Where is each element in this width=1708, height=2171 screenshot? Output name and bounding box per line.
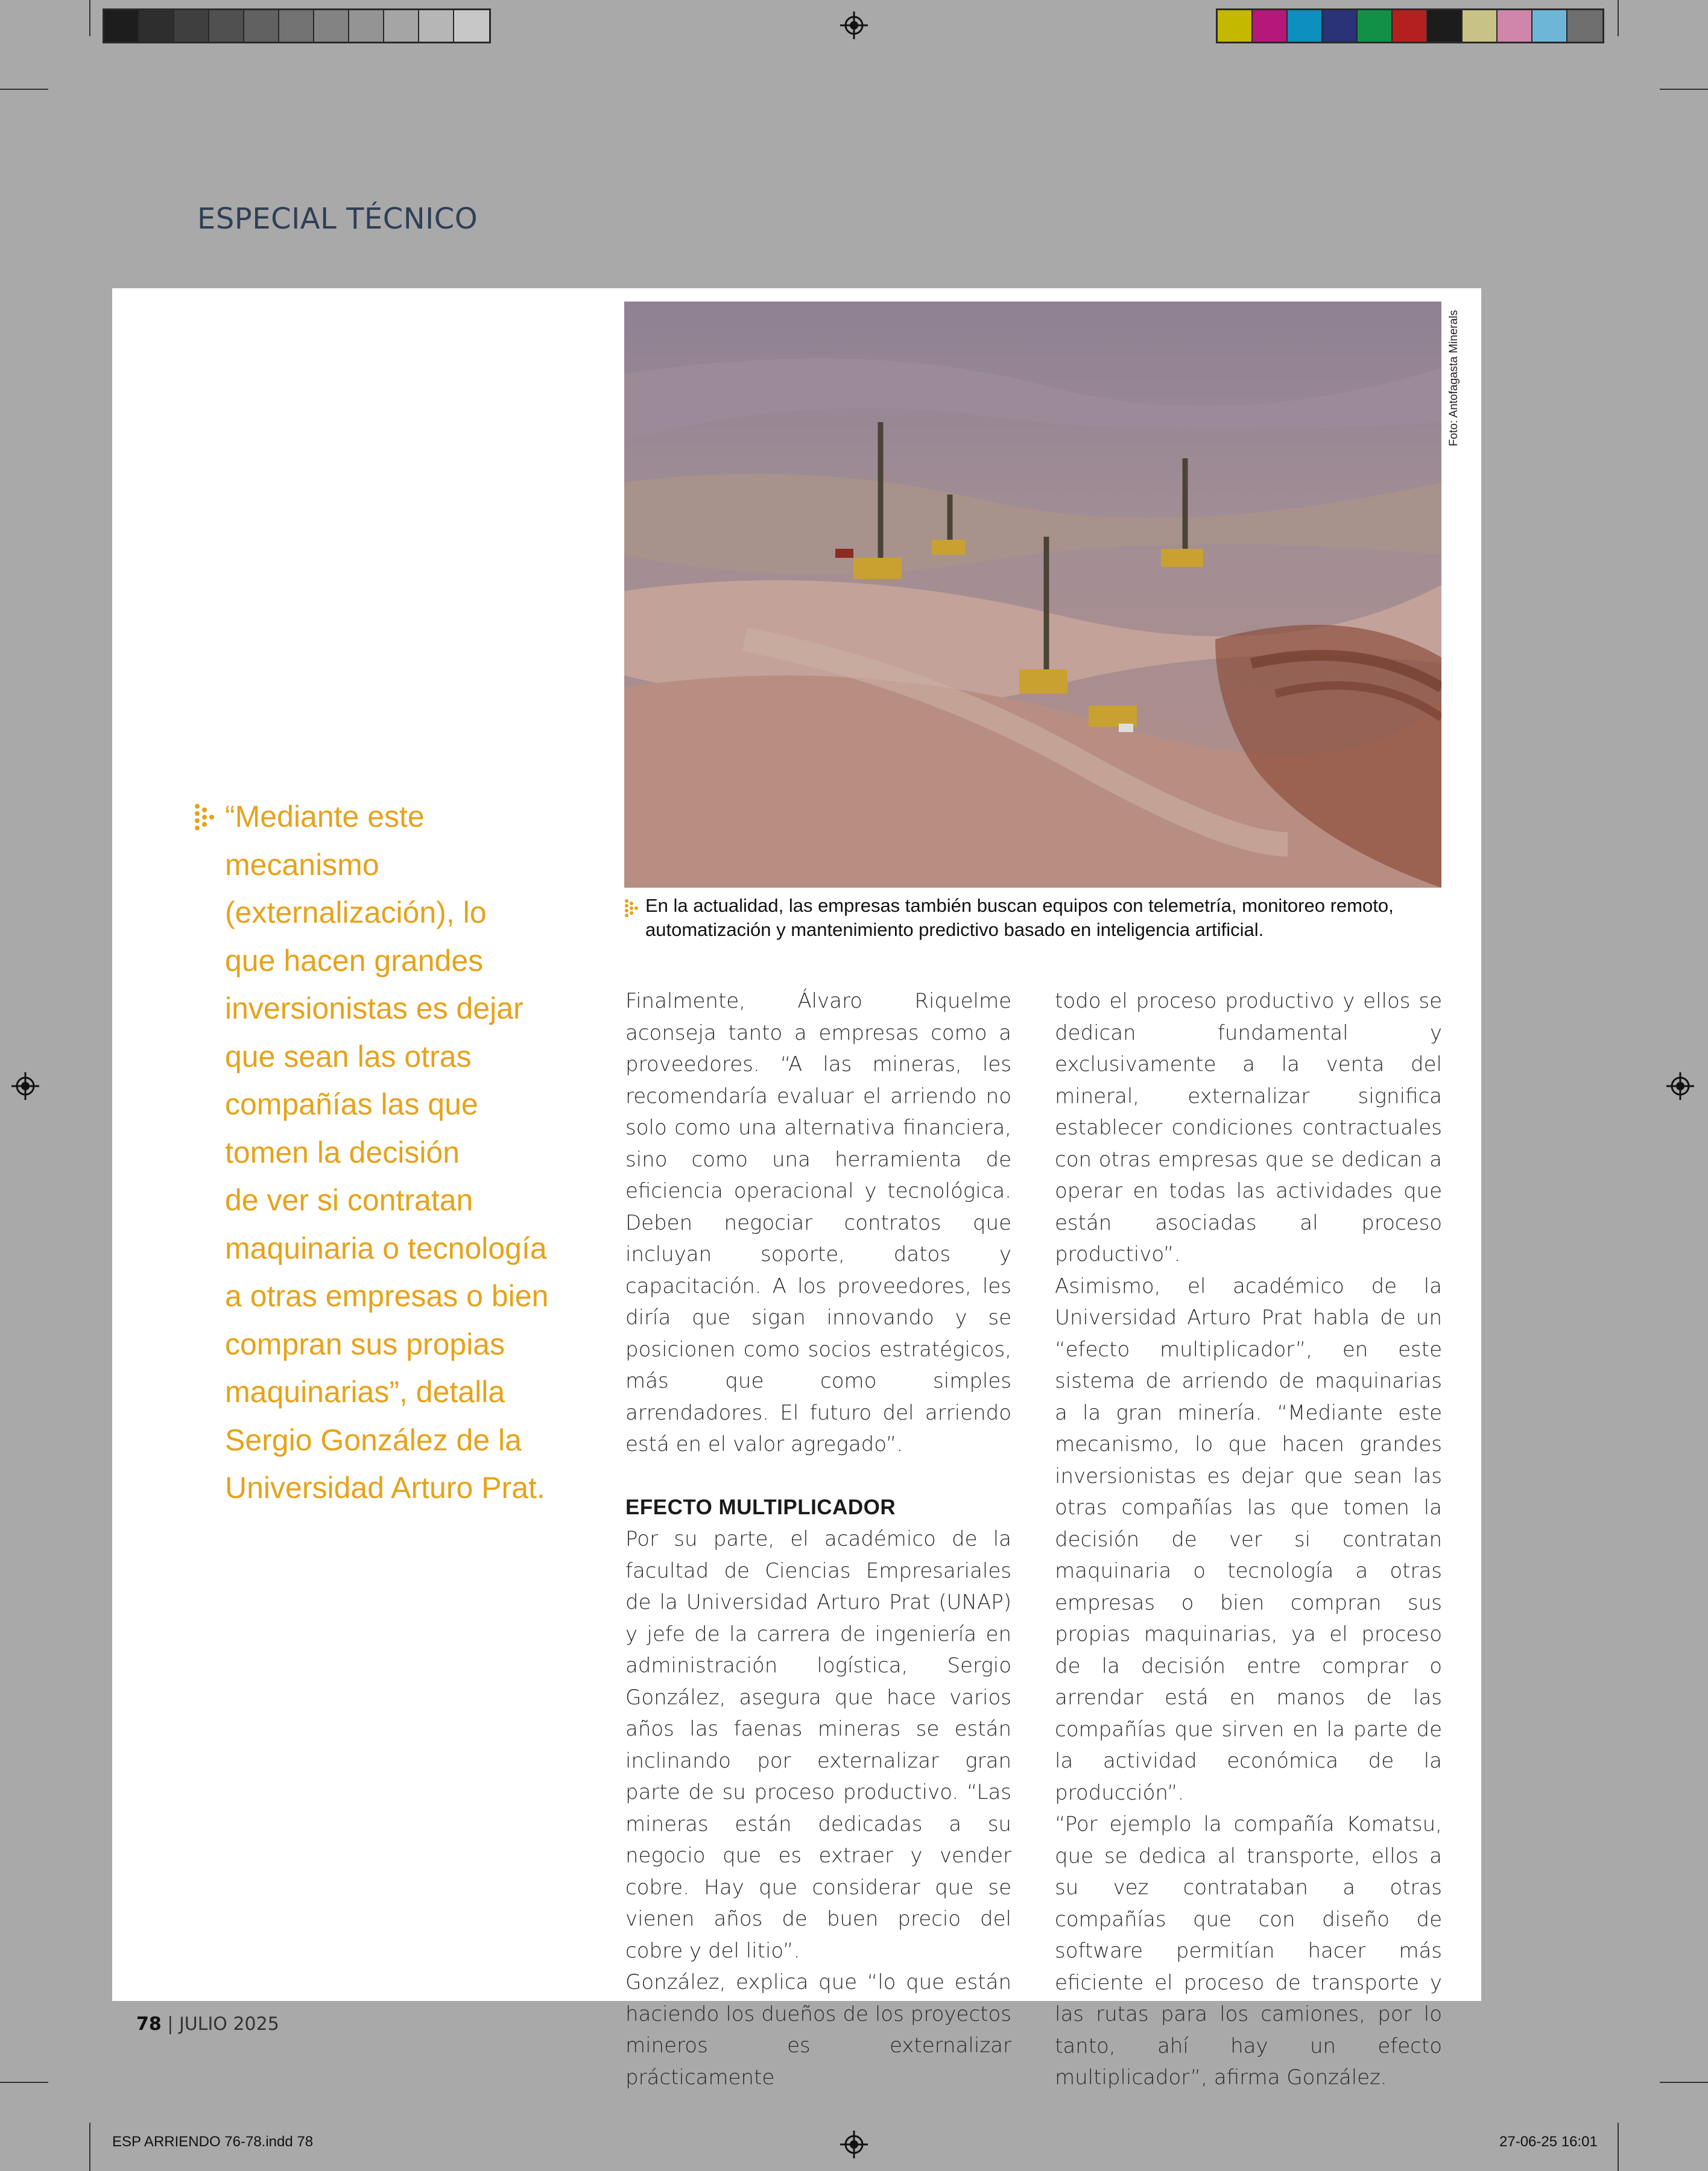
- paragraph: “Por ejemplo la compañía Komatsu, que se dedica al transporte, ellos a su vez contrataban a otras compañías que con diseño de software permitían hacer más eficiente el proceso de transporte y las rutas para los camiones, por lo tanto, ahí hay un efecto multiplicador”, afirma González.: [1055, 1812, 1442, 2090]
- color-swatch: [139, 10, 174, 42]
- pull-quote: [225, 793, 587, 1512]
- pull-quote-line: inversionistas es dejar: [225, 991, 523, 1025]
- color-swatch: [1393, 10, 1428, 42]
- color-swatch: [1288, 10, 1323, 42]
- pull-quote-line: Sergio González de la: [225, 1423, 522, 1457]
- crop-mark: [89, 0, 90, 36]
- paragraph: Por su parte, el académico de la facultad de Ciencias Empresariales de la Universidad Arturo Prat (UNAP) y jefe de la carrera de ingeniería en administración logística, Sergio González, asegura que hace varios años las faenas mineras se están inclinando por externalizar gran parte de su proceso productivo. “Las mineras están dedicadas a su negocio que es extraer y vender cobre. Hay que considerar que se vienen años de buen precio del cobre y del litio”.: [625, 1527, 1011, 1963]
- pull-quote-line: a otras empresas o bien: [225, 1279, 549, 1313]
- page-folio: [136, 2014, 279, 2035]
- color-swatch: [1358, 10, 1393, 42]
- color-swatch: [419, 10, 454, 42]
- photo-caption: [645, 894, 1447, 942]
- color-swatch: [1567, 10, 1602, 42]
- pull-quote-line: tomen la decisión: [225, 1135, 460, 1169]
- pull-quote-line: compran sus propias: [225, 1327, 505, 1361]
- pull-quote-line: mecanismo: [225, 847, 379, 882]
- paragraph: Asimismo, el académico de la Universidad Arturo Prat habla de un “efecto multiplicador”, en este sistema de arriendo de maquinarias a la gran minería. “Mediante este mecanismo, lo que hacen grandes inversionistas es dejar que sean las otras compañías las que tomen la decisión de ver si contratan maquinaria o tecnología a otras empresas o bien compran sus propias maquinarias, ya el proceso de la decisión entre comprar o arrendar está en manos de las compañías que sirven en la parte de la actividad económica de la producción”.: [1055, 1274, 1442, 1805]
- pull-quote-line: de ver si contratan: [225, 1183, 473, 1217]
- color-swatch: [104, 10, 139, 42]
- color-swatch: [1428, 10, 1463, 42]
- color-swatch: [1253, 10, 1288, 42]
- caption-line: automatización y mantenimiento predictivo basado en inteligencia artificial.: [645, 919, 1264, 940]
- pull-quote-line: (externalización), lo: [225, 896, 487, 929]
- crop-mark: [1618, 0, 1619, 36]
- pull-quote-line: maquinaria o tecnología: [225, 1231, 547, 1265]
- color-swatch: [244, 10, 279, 42]
- color-swatch: [1532, 10, 1567, 42]
- article-column-2: [1055, 985, 1442, 2094]
- color-swatch: [174, 10, 209, 42]
- crop-mark: [0, 2082, 48, 2083]
- color-swatch: [1218, 10, 1253, 42]
- pull-quote-line: que sean las otras: [225, 1039, 472, 1073]
- color-swatch: [1498, 10, 1532, 42]
- color-swatch: [454, 10, 489, 42]
- pull-quote-line: compañías las que: [225, 1087, 478, 1121]
- page-number: 78: [136, 2014, 162, 2035]
- registration-mark-icon: [1666, 1072, 1694, 1100]
- article-column-1: [625, 985, 1011, 2093]
- color-control-strip: [1216, 8, 1604, 43]
- crop-mark: [1660, 2082, 1708, 2083]
- crop-mark: [89, 2123, 90, 2171]
- color-swatch: [1463, 10, 1498, 42]
- file-slug: ESP ARRIENDO 76-78.indd 78: [112, 2134, 314, 2150]
- color-swatch: [349, 10, 384, 42]
- date-slug: 27-06-25 16:01: [1499, 2134, 1598, 2150]
- registration-mark-icon: [11, 1072, 39, 1100]
- subheading: EFECTO MULTIPLICADOR: [625, 1495, 896, 1519]
- color-swatch: [279, 10, 314, 42]
- dots-arrow-icon: [624, 899, 639, 919]
- pull-quote-line: maquinarias”, detalla: [225, 1375, 505, 1409]
- color-swatch: [209, 10, 244, 42]
- paragraph: Finalmente, Álvaro Riquelme aconseja tanto a empresas como a proveedores. “A las mineras, les recomendaría evaluar el arriendo no solo como una alternativa financiera, sino como una herramienta de eficiencia operacional y tecnológica. Deben negociar contratos que incluyan soporte, datos y capacitación. A los proveedores, les diría que sigan innovando y se posicionen como socios estratégicos, más que como simples arrendadores. El futuro del arriendo está en el valor agregado”.: [625, 989, 1011, 1456]
- color-swatch: [314, 10, 349, 42]
- pull-quote-line: “Mediante este: [225, 800, 425, 833]
- color-swatch: [1323, 10, 1358, 42]
- crop-mark: [1618, 2123, 1619, 2171]
- dots-arrow-icon: [194, 803, 218, 833]
- issue-date: | JULIO 2025: [167, 2014, 279, 2035]
- pull-quote-line: Universidad Arturo Prat.: [225, 1471, 545, 1505]
- registration-mark-icon: [840, 11, 868, 39]
- caption-line: En la actualidad, las empresas también buscan equipos con telemetría, monitoreo remoto,: [645, 895, 1394, 916]
- paragraph: todo el proceso productivo y ellos se dedican fundamental y exclusivamente a la venta del mineral, externalizar significa establecer condiciones contractuales con otras empresas que se dedican a operar en todas las actividades que están asociadas al proceso productivo”.: [1055, 989, 1442, 1266]
- paragraph: González, explica que “lo que están haciendo los dueños de los proyectos mineros es externalizar prácticamente: [625, 1970, 1011, 2090]
- grayscale-control-strip: [103, 8, 491, 43]
- pull-quote-line: que hacen grandes: [225, 943, 484, 978]
- registration-mark-icon: [840, 2131, 868, 2158]
- mine-photo: [624, 302, 1441, 888]
- section-title: ESPECIAL TÉCNICO: [197, 202, 478, 236]
- crop-mark: [0, 89, 48, 90]
- color-swatch: [384, 10, 419, 42]
- crop-mark: [1660, 89, 1708, 90]
- photo-credit: [1447, 434, 1460, 446]
